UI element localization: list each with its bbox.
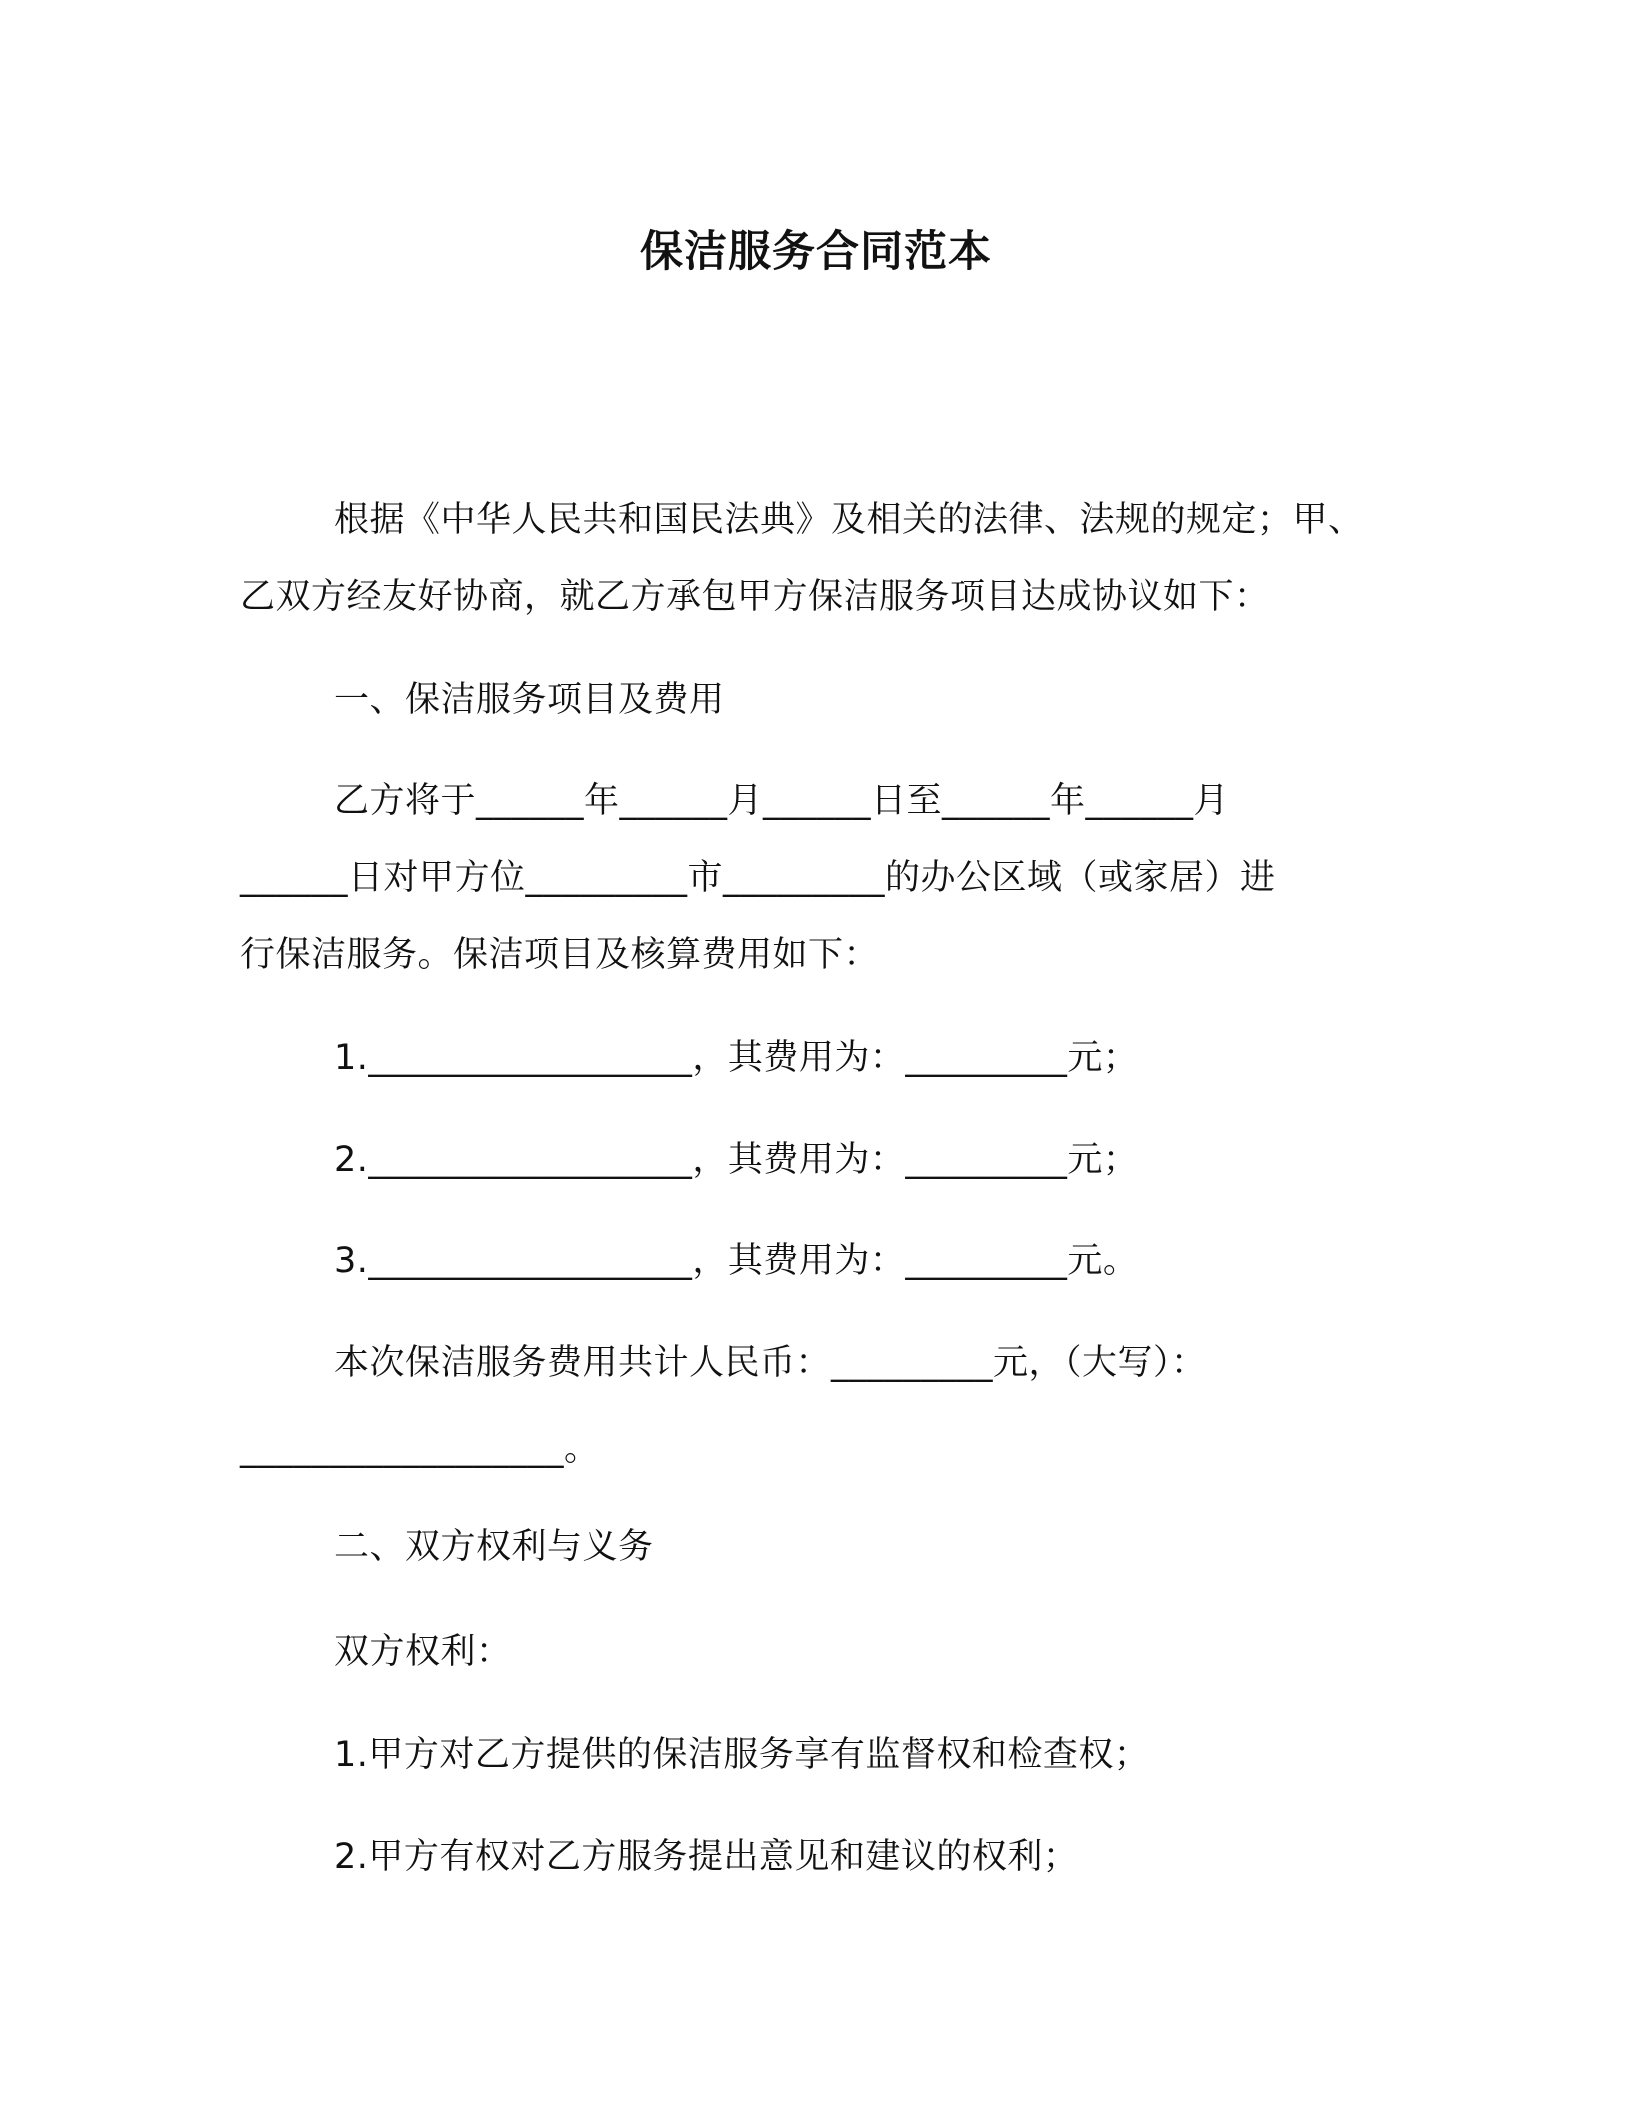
- fee-item-1: 1.__________________，其费用为：_________元；: [334, 1038, 1139, 1078]
- rights-heading: 双方权利：: [334, 1632, 512, 1672]
- total-fee-line-1: 本次保洁服务费用共计人民币：_________元，（大写）：: [334, 1343, 1207, 1383]
- section-heading-2: 二、双方权利与义务: [334, 1527, 654, 1567]
- fee-item-3: 3.__________________，其费用为：_________元。: [334, 1241, 1139, 1281]
- rights-item-2: 2.甲方有权对乙方服务提出意见和建议的权利；: [334, 1837, 1079, 1877]
- fee-item-2: 2.__________________，其费用为：_________元；: [334, 1140, 1139, 1180]
- section-heading-1: 一、保洁服务项目及费用: [334, 680, 725, 720]
- service-period-line-1: 乙方将于______年______月______日至______年______月: [334, 781, 1230, 821]
- total-fee-line-2: __________________。: [240, 1429, 600, 1469]
- service-period-line-2: ______日对甲方位_________市_________的办公区域（或家居）进: [240, 858, 1276, 898]
- rights-item-1: 1.甲方对乙方提供的保洁服务享有监督权和检查权；: [334, 1735, 1150, 1775]
- preamble-line-2: 乙双方经友好协商，就乙方承包甲方保洁服务项目达成协议如下：: [240, 577, 1270, 617]
- document-title: 保洁服务合同范本: [640, 227, 992, 277]
- service-period-line-3: 行保洁服务。保洁项目及核算费用如下：: [240, 935, 880, 975]
- preamble-line-1: 根据《中华人民共和国民法典》及相关的法律、法规的规定；甲、: [334, 500, 1364, 540]
